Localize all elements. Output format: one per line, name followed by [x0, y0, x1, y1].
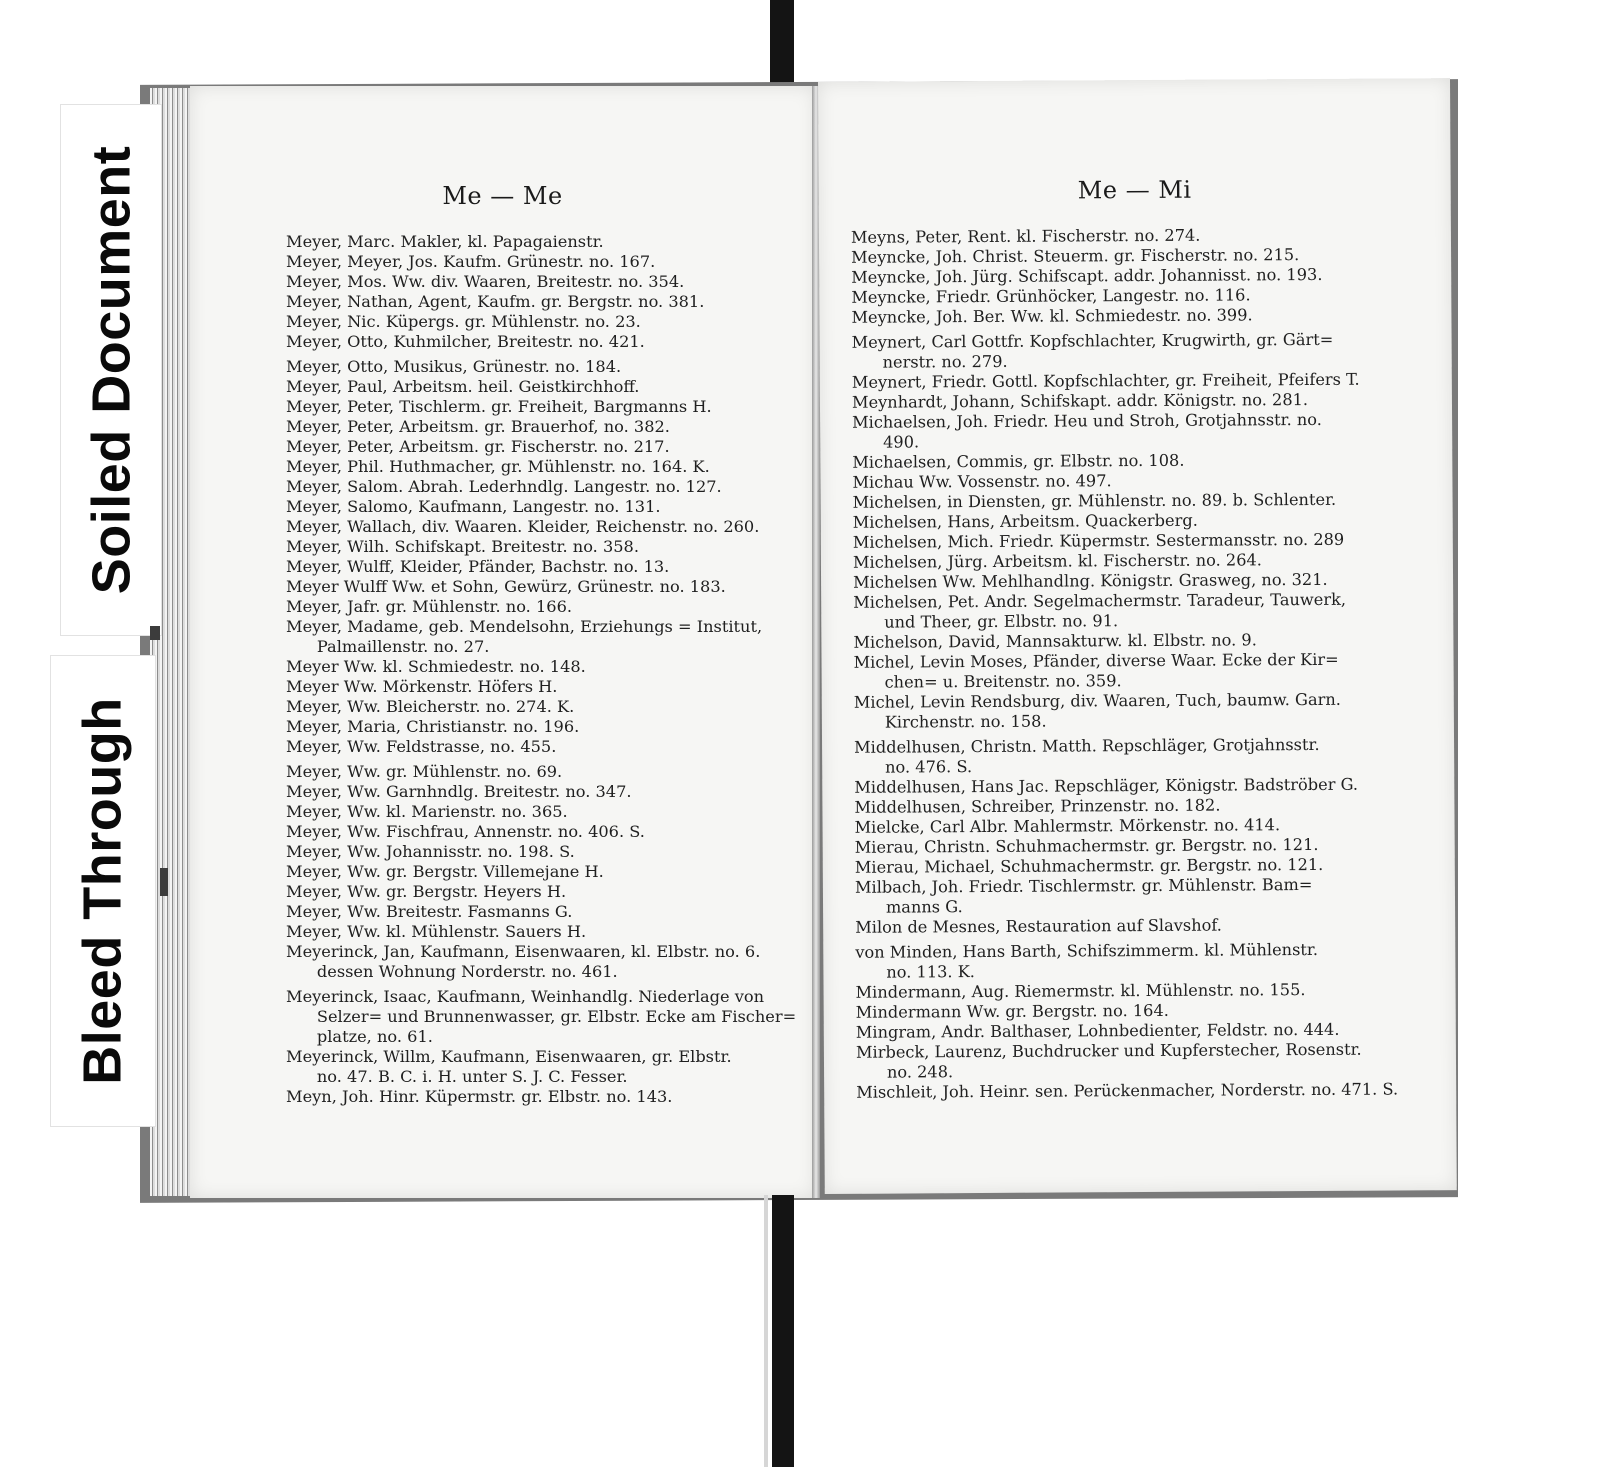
entry: Michelson, David, Mannsakturw. kl. Elbstr. no. 9. [853, 630, 1257, 652]
entry: Meyer, Ww. kl. Mühlenstr. Sauers H. [286, 922, 587, 941]
entry: Meyerinck, Isaac, Kaufmann, Weinhandlg. Niederlage von [286, 987, 765, 1006]
entry: Meyerinck, Willm, Kaufmann, Eisenwaaren, gr. Elbstr. [286, 1047, 732, 1066]
entry: Michel, Levin Moses, Pfänder, diverse Waar. Ecke der Kir= [853, 649, 1339, 672]
label-clip [160, 868, 168, 896]
entry: no. 248. [855, 1062, 954, 1082]
entry: Meyer Wulff Ww. et Sohn, Gewürz, Grünestr. no. 183. [286, 577, 726, 596]
entry: Meyer, Ww. gr. Mühlenstr. no. 69. [286, 762, 563, 781]
soiled-document-label-text: Soiled Document [81, 145, 142, 595]
entry: Michelsen Ww. Mehlhandlng. Königstr. Grasweg, no. 321. [852, 569, 1328, 592]
entry: Meyerinck, Jan, Kaufmann, Eisenwaaren, kl. Elbstr. no. 6. [286, 942, 761, 961]
bleed-through-label [50, 655, 156, 1127]
entry: Michaelsen, Joh. Friedr. Heu und Stroh, Grotjahnsstr. no. [852, 409, 1322, 432]
entry: Meynert, Friedr. Gottl. Kopfschlachter, gr. Freiheit, Pfeifers T. [851, 369, 1360, 392]
entry: Mindermann Ww. gr. Bergstr. no. 164. [855, 1000, 1169, 1022]
entry: Meyer, Meyer, Jos. Kaufm. Grünestr. no. 167. [286, 252, 656, 271]
entry: Meyer, Ww. Feldstrasse, no. 455. [286, 737, 557, 756]
entry: Meyer, Madame, geb. Mendelsohn, Erziehungs = Institut, [286, 617, 763, 636]
entry: Meyer, Ww. Garnhndlg. Breitestr. no. 347. [286, 782, 632, 801]
entry: Meyer, Ww. Bleicherstr. no. 274. K. [286, 697, 575, 716]
entry: Meyncke, Joh. Jürg. Schifscapt. addr. Johannisst. no. 193. [851, 264, 1323, 287]
entry: Middelhusen, Schreiber, Prinzenstr. no. 182. [854, 795, 1221, 817]
entry: Mingram, Andr. Balthaser, Lohnbedienter, Feldstr. no. 444. [855, 1019, 1340, 1042]
entry: Michelsen, Mich. Friedr. Küpermstr. Sestermansstr. no. 289 [852, 529, 1345, 552]
entry: Mischleit, Joh. Heinr. sen. Perückenmacher, Norderstr. no. 471. S. [856, 1079, 1399, 1102]
entry: Meyer, Mos. Ww. div. Waaren, Breitestr. no. 354. [286, 272, 685, 291]
entry: Meyer, Peter, Tischlerm. gr. Freiheit, Bargmanns H. [286, 397, 712, 416]
entry: und Theer, gr. Elbstr. no. 91. [853, 611, 1119, 632]
entry: Meynert, Carl Gottfr. Kopfschlachter, Krugwirth, gr. Gärt= [851, 329, 1334, 352]
entry: Michau Ww. Vossenstr. no. 497. [852, 471, 1112, 492]
right-page-header: Me — Mi [1077, 175, 1192, 205]
entry: Meyn, Joh. Hinr. Küpermstr. gr. Elbstr. no. 143. [286, 1087, 673, 1106]
entry: Selzer= und Brunnenwasser, gr. Elbstr. Ecke am Fischer= [286, 1007, 797, 1026]
entry: no. 47. B. C. i. H. unter S. J. C. Fesser. [286, 1067, 628, 1086]
right-page [818, 78, 1457, 1194]
entry: no. 476. S. [854, 757, 973, 777]
label-clip [150, 626, 160, 640]
entry: Meyer, Ww. Fischfrau, Annenstr. no. 406. S. [286, 822, 645, 841]
entry: Meyer, Ww. gr. Bergstr. Heyers H. [286, 882, 567, 901]
entry: Mindermann, Aug. Riemermstr. kl. Mühlenstr. no. 155. [855, 980, 1306, 1002]
entry: Meyer, Nic. Küpergs. gr. Mühlenstr. no. 23. [286, 312, 641, 331]
entry: Meyer, Salom. Abrah. Lederhndlg. Langestr. no. 127. [286, 477, 722, 496]
entry: platze, no. 61. [286, 1027, 433, 1046]
entry: Meyncke, Joh. Ber. Ww. kl. Schmiedestr. no. 399. [851, 305, 1253, 327]
entry: Milbach, Joh. Friedr. Tischlermstr. gr. Mühlenstr. Bam= [854, 874, 1313, 897]
entry: Meyer, Marc. Makler, kl. Papagaienstr. [286, 232, 604, 251]
right-page-entries [851, 224, 1456, 1103]
entry: Meyer, Nathan, Agent, Kaufm. gr. Bergstr. no. 381. [286, 292, 705, 311]
entry: von Minden, Hans Barth, Schifszimmerm. kl. Mühlenstr. [855, 939, 1319, 962]
entry: no. 113. K. [855, 962, 975, 982]
entry: Michelsen, Hans, Arbeitsm. Quackerberg. [852, 510, 1198, 532]
entry: Michelsen, Jürg. Arbeitsm. kl. Fischerstr. no. 264. [852, 550, 1262, 572]
entry: Meyer Ww. kl. Schmiedestr. no. 148. [286, 657, 586, 676]
soiled-document-label [60, 104, 162, 636]
entry: Michelsen, Pet. Andr. Segelmachermstr. Taradeur, Tauwerk, [853, 589, 1347, 612]
entry: Meyer, Ww. Breitestr. Fasmanns G. [286, 902, 573, 921]
entry: Meyer, Paul, Arbeitsm. heil. Geistkirchhoff. [286, 377, 640, 396]
entry: Palmaillenstr. no. 27. [286, 637, 490, 656]
entry: Meyer Ww. Mörkenstr. Höfers H. [286, 677, 558, 696]
entry: Meyer, Wilh. Schifskapt. Breitestr. no. 358. [286, 537, 639, 556]
entry: Middelhusen, Hans Jac. Repschläger, Königstr. Badströber G. [854, 774, 1359, 797]
binding-strip-bottom [772, 1195, 794, 1467]
entry: Kirchenstr. no. 158. [853, 711, 1047, 732]
left-page-entries [286, 232, 806, 1107]
bleed-through-label-text: Bleed Through [73, 697, 134, 1085]
entry: Mirbeck, Laurenz, Buchdrucker und Kupferstecher, Rosenstr. [855, 1039, 1362, 1062]
entry: Michelsen, in Diensten, gr. Mühlenstr. no. 89. b. Schlenter. [852, 489, 1337, 512]
entry: nerstr. no. 279. [851, 351, 1008, 372]
left-page-header: Me — Me [442, 182, 563, 210]
entry: Meyer, Jafr. gr. Mühlenstr. no. 166. [286, 597, 573, 616]
entry: Meyncke, Joh. Christ. Steuerm. gr. Fischerstr. no. 215. [851, 245, 1300, 267]
entry: dessen Wohnung Norderstr. no. 461. [286, 962, 618, 981]
entry: Meyer, Salomo, Kaufmann, Langestr. no. 131. [286, 497, 661, 516]
entry: Milon de Mesnes, Restauration auf Slavshof. [855, 915, 1222, 937]
entry: Meyer, Otto, Musikus, Grünestr. no. 184. [286, 357, 622, 376]
entry: Michaelsen, Commis, gr. Elbstr. no. 108. [852, 450, 1185, 472]
entry: Meyns, Peter, Rent. kl. Fischerstr. no. 274. [850, 225, 1201, 247]
entry: Meyer, Wulff, Kleider, Pfänder, Bachstr. no. 13. [286, 557, 670, 576]
entry: chen= u. Breitenstr. no. 359. [853, 671, 1122, 692]
entry: Mielcke, Carl Albr. Mahlermstr. Mörkenstr. no. 414. [854, 815, 1281, 837]
entry: Meynhardt, Johann, Schifskapt. addr. Königstr. no. 281. [851, 390, 1309, 412]
binding-strip-edge [764, 1195, 768, 1467]
entry: Mierau, Michael, Schuhmachermstr. gr. Bergstr. no. 121. [854, 854, 1324, 877]
entry: 490. [852, 432, 920, 452]
entry: Middelhusen, Christn. Matth. Repschläger, Grotjahnsstr. [854, 734, 1320, 757]
entry: Meyer, Phil. Huthmacher, gr. Mühlenstr. no. 164. K. [286, 457, 710, 476]
entry: Meyer, Maria, Christianstr. no. 196. [286, 717, 580, 736]
entry: Meyer, Ww. gr. Bergstr. Villemejane H. [286, 862, 604, 881]
entry: Meyer, Ww. Johannisstr. no. 198. S. [286, 842, 575, 861]
left-page [190, 86, 815, 1198]
entry: Mierau, Christn. Schuhmachermstr. gr. Bergstr. no. 121. [854, 834, 1319, 857]
entry: Meyer, Peter, Arbeitsm. gr. Fischerstr. no. 217. [286, 437, 670, 456]
entry: Meyncke, Friedr. Grünhöcker, Langestr. no. 116. [851, 285, 1251, 307]
entry: manns G. [854, 897, 963, 917]
entry: Michel, Levin Rendsburg, div. Waaren, Tuch, baumw. Garn. [853, 689, 1341, 712]
entry: Meyer, Wallach, div. Waaren. Kleider, Reichenstr. no. 260. [286, 517, 760, 536]
entry: Meyer, Peter, Arbeitsm. gr. Brauerhof, no. 382. [286, 417, 670, 436]
entry: Meyer, Ww. kl. Marienstr. no. 365. [286, 802, 568, 821]
entry: Meyer, Otto, Kuhmilcher, Breitestr. no. 421. [286, 332, 645, 351]
